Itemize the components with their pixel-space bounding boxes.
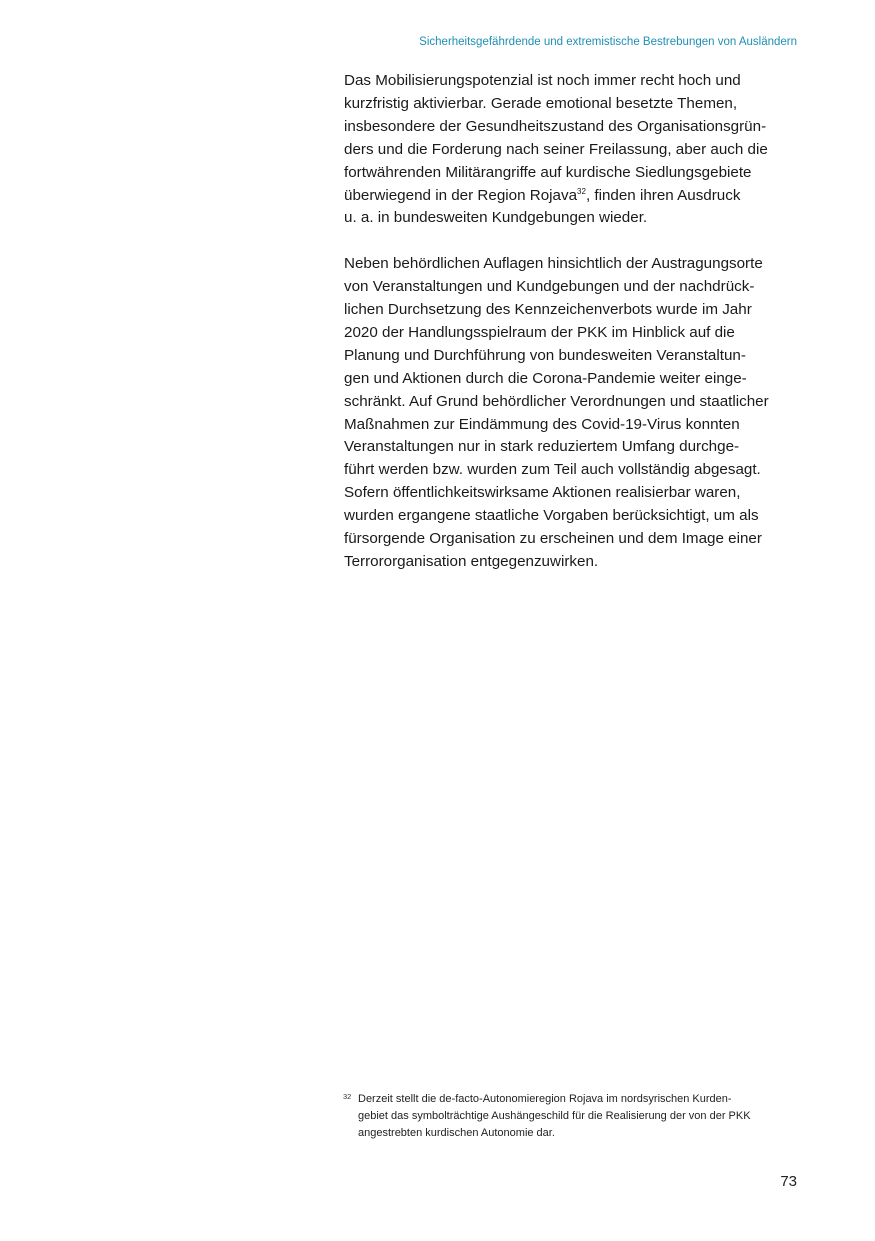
text-line: Maßnahmen zur Eindämmung des Covid-19-Virus konnten <box>344 415 740 433</box>
text-line: 2020 der Handlungsspielraum der PKK im Hinblick auf die <box>344 323 735 341</box>
text-line: Das Mobilisierungspotenzial ist noch immer recht hoch und <box>344 72 741 89</box>
footnote-line: gebiet das symbolträchtige Aushängeschild für die Realisierung der von der PKK <box>358 1110 751 1122</box>
text-line: Planung und Durchführung von bundesweiten Veranstaltun- <box>344 346 746 364</box>
text-line: schränkt. Auf Grund behördlicher Verordnungen und staatlicher <box>344 392 769 410</box>
footnote-line: Derzeit stellt die de-facto-Autonomieregion Rojava im nordsyrischen Kurden- <box>358 1093 732 1105</box>
text-line <box>344 185 814 208</box>
footnote <box>343 1091 803 1142</box>
paragraph-mobilization <box>344 70 814 230</box>
text-line: u. a. in bundesweiten Kundgebungen wieder. <box>344 209 648 227</box>
text-line: führt werden bzw. wurden zum Teil auch vollständig abgesagt. <box>344 461 761 479</box>
page-number: 73 <box>780 1173 797 1190</box>
main-text <box>344 70 814 574</box>
text-line: Neben behördlichen Auflagen hinsichtlich der Austragungsorte <box>344 255 763 273</box>
text-line: insbesondere der Gesundheitszustand des Organisationsgrün- <box>344 117 767 135</box>
paragraph-restrictions <box>344 253 814 574</box>
text-line: fürsorgende Organisation zu erscheinen und dem Image einer <box>344 530 762 548</box>
text-line: Sofern öffentlichkeitswirksame Aktionen realisierbar waren, <box>344 484 741 502</box>
text-line: Terrororganisation entgegenzuwirken. <box>344 553 599 571</box>
text-line: lichen Durchsetzung des Kennzeichenverbots wurde im Jahr <box>344 301 752 319</box>
footnote-line: angestrebten kurdischen Autonomie dar. <box>358 1127 555 1139</box>
text-line: wurden ergangene staatliche Vorgaben berücksichtigt, um als <box>344 507 759 525</box>
text-line: fortwährenden Militärangriffe auf kurdische Siedlungsgebiete <box>344 163 752 181</box>
running-header: Sicherheitsgefährdende und extremistische Bestrebungen von Ausländern <box>419 36 797 48</box>
text-line: von Veranstaltungen und Kundgebungen und der nachdrück- <box>344 278 755 296</box>
text-segment: , finden ihren Ausdruck <box>585 186 741 204</box>
text-line: kurzfristig aktivierbar. Gerade emotional besetzte Themen, <box>344 94 738 112</box>
footnote-reference[interactable]: 32 <box>577 186 586 196</box>
text-segment: überwiegend in der Region Rojava <box>344 186 578 204</box>
footnote-number: 32 <box>343 1092 352 1101</box>
footnote-text <box>358 1091 803 1142</box>
text-line: gen und Aktionen durch die Corona-Pandemie weiter einge- <box>344 369 747 387</box>
text-line: Veranstaltungen nur in stark reduziertem Umfang durchge- <box>344 438 740 456</box>
text-line: ders und die Forderung nach seiner Freilassung, aber auch die <box>344 140 768 158</box>
